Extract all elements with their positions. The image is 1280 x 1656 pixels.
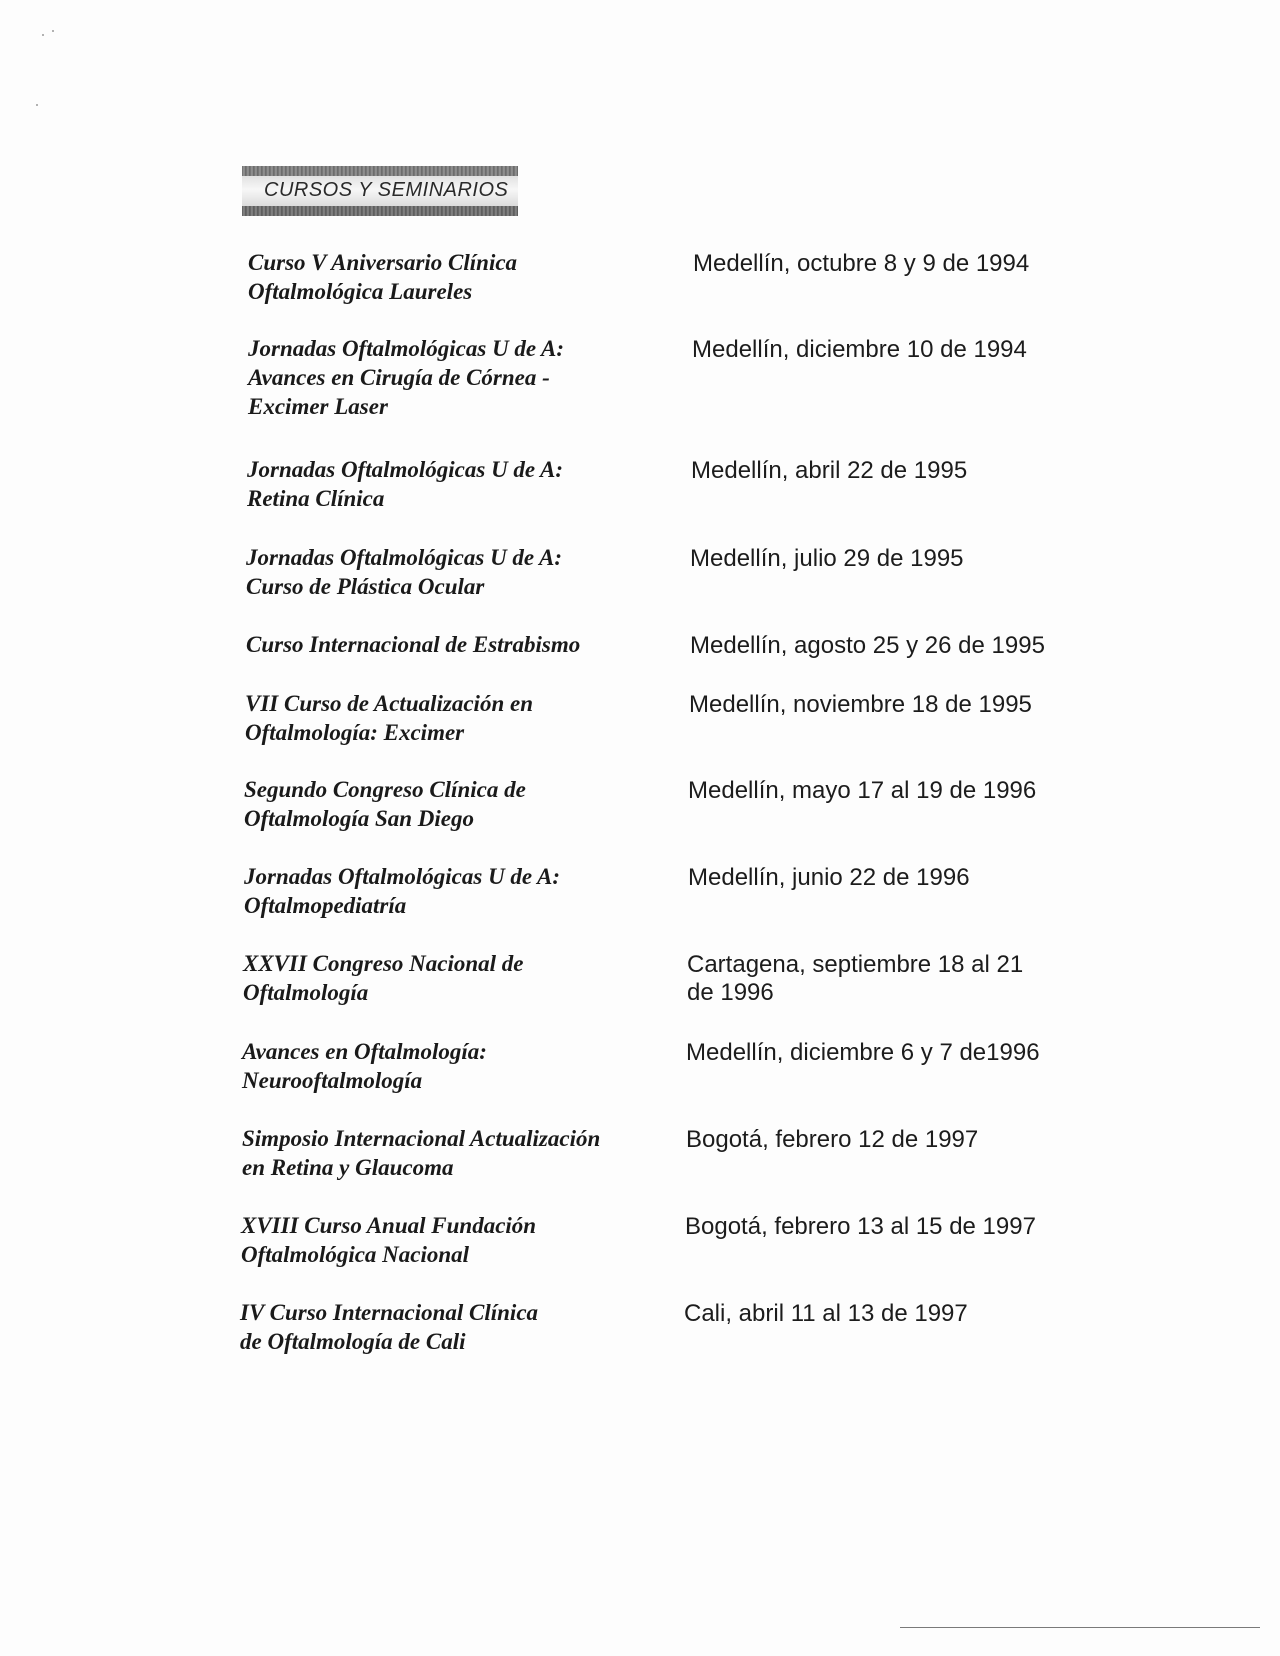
course-title-line: Retina Clínica — [247, 486, 385, 511]
place-date-line: Cali, abril 11 al 13 de 1997 — [684, 1300, 968, 1327]
place-date-line: Medellín, mayo 17 al 19 de 1996 — [688, 777, 1037, 804]
place-date-line: Medellín, abril 22 de 1995 — [691, 457, 968, 484]
course-title — [242, 1037, 662, 1095]
course-title — [244, 775, 664, 833]
course-title-line: Segundo Congreso Clínica de — [244, 777, 526, 802]
course-title — [245, 689, 665, 747]
scan-speck — [42, 34, 44, 36]
course-place-date — [685, 1213, 1065, 1241]
course-title-line: en Retina y Glaucoma — [242, 1155, 454, 1180]
course-title-line: Curso de Plástica Ocular — [246, 574, 485, 599]
course-title-line: Jornadas Oftalmológicas U de A: — [246, 545, 563, 570]
place-date-line: Bogotá, febrero 12 de 1997 — [686, 1126, 979, 1153]
course-place-date — [693, 250, 1073, 278]
course-title-line: XVIII Curso Anual Fundación — [241, 1213, 537, 1238]
course-place-date — [688, 777, 1068, 805]
course-title-line: Avances en Cirugía de Córnea - — [248, 365, 550, 390]
course-title-line: Oftalmología San Diego — [244, 806, 475, 831]
course-title-line: Jornadas Oftalmológicas U de A: — [247, 457, 564, 482]
header-bar-top — [242, 166, 518, 176]
course-place-date — [686, 1126, 1066, 1154]
course-title-line: de Oftalmología de Cali — [240, 1329, 466, 1354]
place-date-line: Medellín, julio 29 de 1995 — [690, 545, 964, 572]
place-date-line: Medellín, junio 22 de 1996 — [688, 864, 970, 891]
course-title-line: VII Curso de Actualización en — [245, 691, 533, 716]
course-title-line: Oftalmológica Laureles — [248, 279, 473, 304]
course-title — [248, 248, 668, 306]
course-title-line: Excimer Laser — [248, 394, 388, 419]
course-place-date — [687, 951, 1067, 1007]
course-title — [240, 1298, 660, 1356]
course-title — [244, 862, 664, 920]
place-date-line: Medellín, diciembre 6 y 7 de1996 — [686, 1039, 1040, 1066]
course-title-line: Oftalmológica Nacional — [241, 1242, 470, 1267]
course-place-date — [690, 545, 1070, 573]
course-title-line: IV Curso Internacional Clínica — [240, 1300, 539, 1325]
scan-speck — [52, 30, 54, 32]
place-date-line: Medellín, agosto 25 y 26 de 1995 — [690, 632, 1045, 659]
course-place-date — [688, 864, 1068, 892]
header-bar-bottom — [242, 206, 518, 216]
course-title — [248, 334, 668, 421]
place-date-line: Medellín, diciembre 10 de 1994 — [692, 336, 1027, 363]
course-title-line: Oftalmopediatría — [244, 893, 407, 918]
place-date-line: Medellín, octubre 8 y 9 de 1994 — [693, 250, 1030, 277]
course-title-line: Oftalmología — [243, 980, 369, 1005]
place-date-line: Medellín, noviembre 18 de 1995 — [689, 691, 1032, 718]
course-place-date — [686, 1039, 1066, 1067]
section-header — [242, 166, 518, 218]
course-title-line: XXVII Congreso Nacional de — [243, 951, 524, 976]
course-place-date — [689, 691, 1069, 719]
course-place-date — [690, 632, 1070, 660]
course-title — [246, 630, 666, 659]
course-title-line: Curso Internacional de Estrabismo — [246, 632, 581, 657]
course-title-line: Simposio Internacional Actualización — [242, 1126, 601, 1151]
course-title-line: Neurooftalmología — [242, 1068, 423, 1093]
course-title — [242, 1124, 662, 1182]
scan-speck — [36, 104, 38, 106]
course-title — [247, 455, 667, 513]
course-place-date — [691, 457, 1071, 485]
section-title: CURSOS Y SEMINARIOS — [264, 179, 509, 201]
footer-rule — [900, 1627, 1260, 1628]
place-date-line: de 1996 — [687, 979, 774, 1006]
course-title-line: Oftalmología: Excimer — [245, 720, 465, 745]
course-title — [243, 949, 663, 1007]
course-title-line: Avances en Oftalmología: — [242, 1039, 487, 1064]
course-place-date — [692, 336, 1072, 364]
course-place-date — [684, 1300, 1064, 1328]
course-title — [246, 543, 666, 601]
course-title-line: Jornadas Oftalmológicas U de A: — [248, 336, 565, 361]
course-title-line: Curso V Aniversario Clínica — [248, 250, 518, 275]
course-title — [241, 1211, 661, 1269]
place-date-line: Bogotá, febrero 13 al 15 de 1997 — [685, 1213, 1036, 1240]
place-date-line: Cartagena, septiembre 18 al 21 — [687, 951, 1024, 978]
course-title-line: Jornadas Oftalmológicas U de A: — [244, 864, 561, 889]
